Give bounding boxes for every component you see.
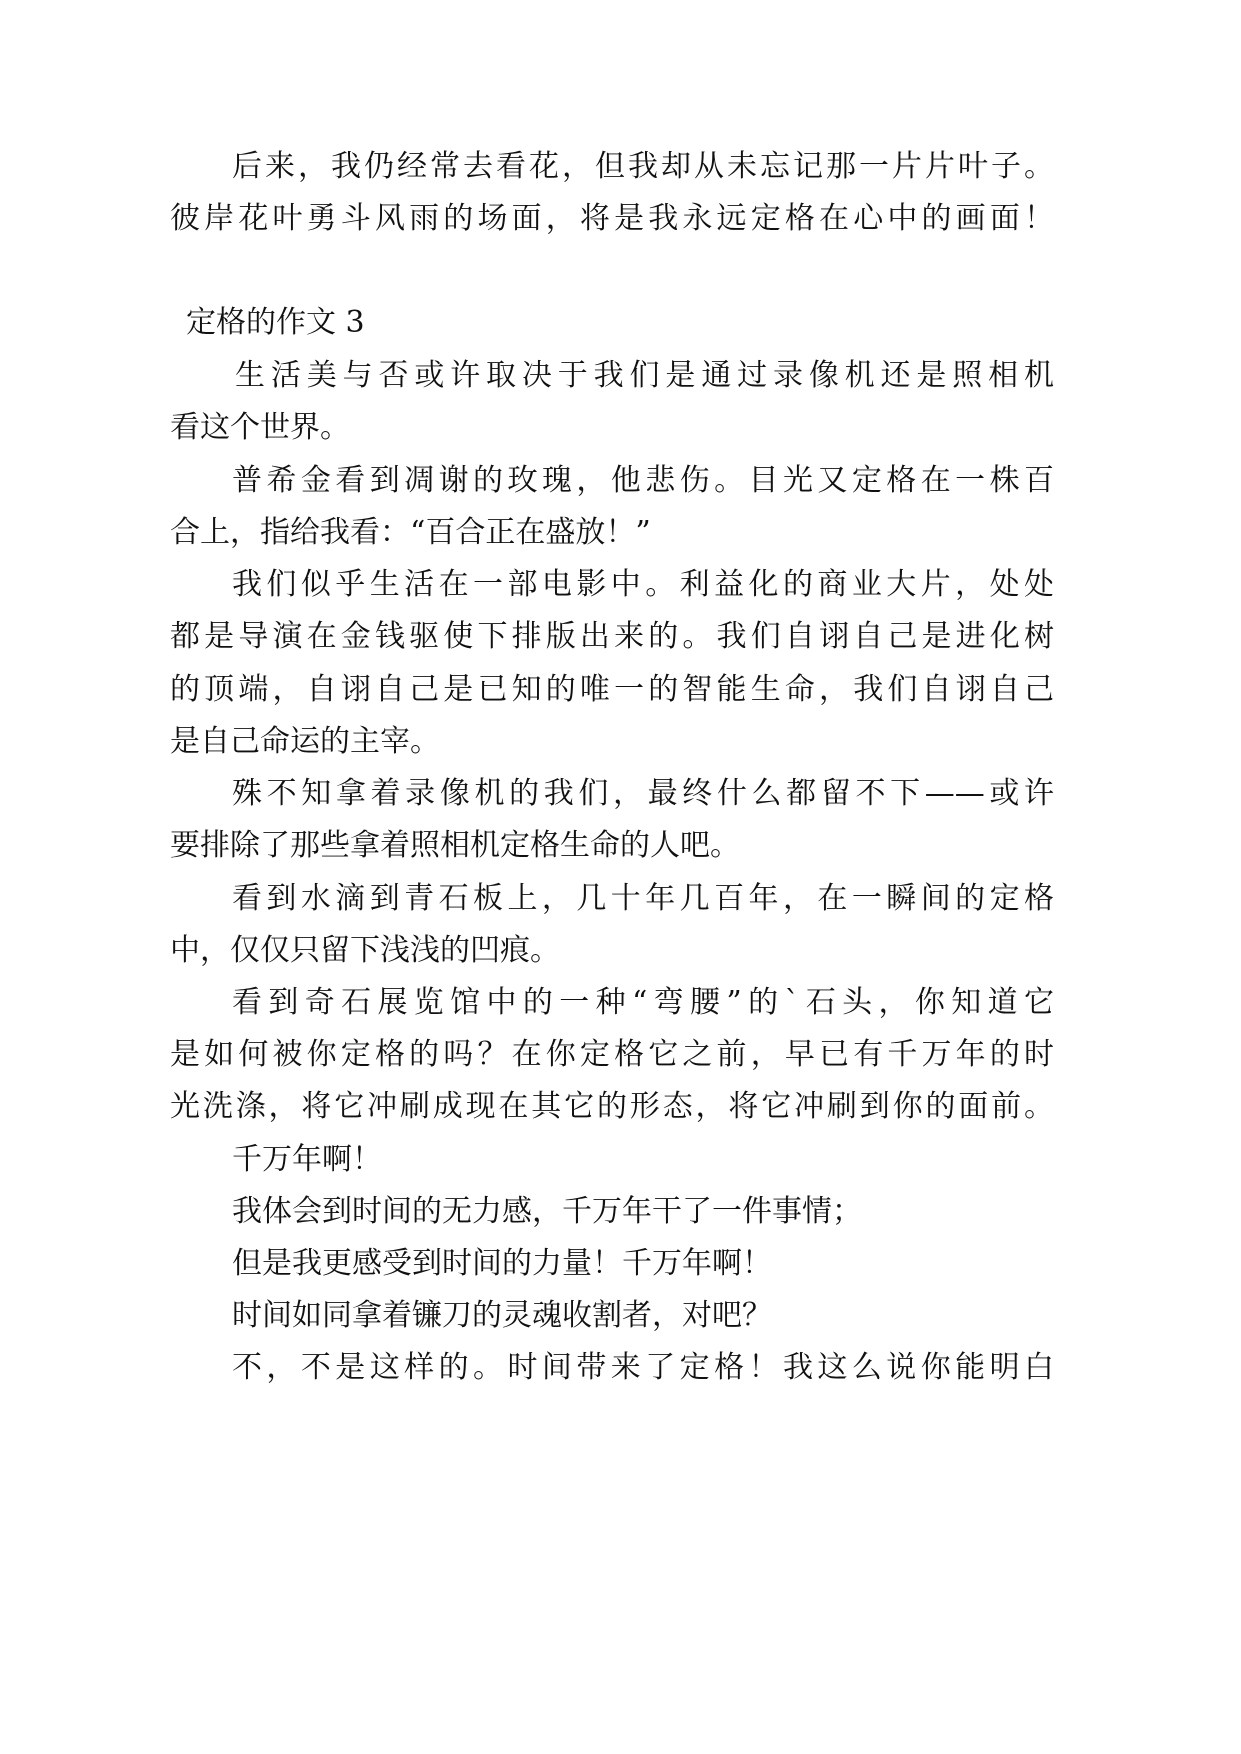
text-line: 看这个世界。 xyxy=(170,410,350,445)
text-line: 光洗涤，将它冲刷成现在其它的形态，将它冲刷到你的面前。 xyxy=(170,1089,1054,1124)
text-line: 彼岸花叶勇斗风雨的场面，将是我永远定格在心中的画面！ xyxy=(170,201,1054,236)
text-line: 我体会到时间的无力感，千万年干了一件事情； xyxy=(232,1194,862,1229)
text-line: 生活美与否或许取决于我们是通过录像机还是照相机 xyxy=(235,358,1054,393)
text-line: 时间如同拿着镰刀的灵魂收割者，对吧？ xyxy=(232,1298,772,1333)
text-line: 不，不是这样的。时间带来了定格！我这么说你能明白 xyxy=(232,1350,1054,1385)
section-title: 定格的作文 3 xyxy=(186,305,365,340)
text-line: 是自己命运的主宰。 xyxy=(170,724,440,759)
text-line: 我们似乎生活在一部电影中。利益化的商业大片，处处 xyxy=(232,567,1054,602)
text-line: 但是我更感受到时间的力量！千万年啊！ xyxy=(232,1246,772,1281)
text-line: 中，仅仅只留下浅浅的凹痕。 xyxy=(170,933,560,968)
text-line: 殊不知拿着录像机的我们，最终什么都留不下——或许 xyxy=(232,776,1054,811)
text-line: 要排除了那些拿着照相机定格生命的人吧。 xyxy=(170,828,740,863)
text-line: 都是导演在金钱驱使下排版出来的。我们自诩自己是进化树 xyxy=(170,619,1054,654)
text-line: 是如何被你定格的吗？在你定格它之前，早已有千万年的时 xyxy=(170,1037,1054,1072)
text-line: 后来，我仍经常去看花，但我却从未忘记那一片片叶子。 xyxy=(232,149,1054,184)
text-line: 普希金看到凋谢的玫瑰，他悲伤。目光又定格在一株百 xyxy=(232,463,1054,498)
text-line: 看到水滴到青石板上，几十年几百年，在一瞬间的定格 xyxy=(232,881,1054,916)
text-line: 看到奇石展览馆中的一种“弯腰”的`石头，你知道它 xyxy=(232,985,1054,1020)
text-line: 的顶端，自诩自己是已知的唯一的智能生命，我们自诩自己 xyxy=(170,672,1054,707)
text-line: 合上，指给我看：“百合正在盛放！” xyxy=(170,515,651,550)
text-line: 千万年啊！ xyxy=(232,1142,382,1177)
